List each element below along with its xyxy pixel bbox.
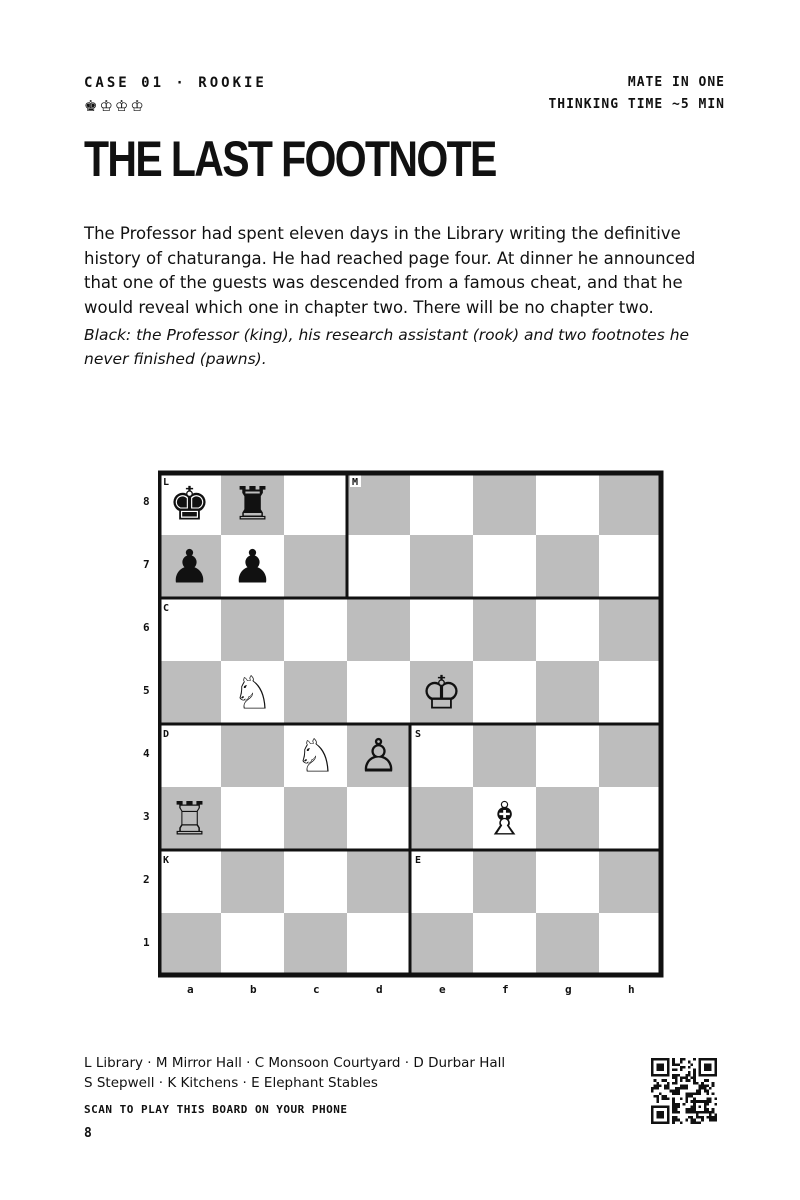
- square-c5[interactable]: [284, 661, 347, 724]
- rank-label-4: 4: [143, 747, 150, 760]
- file-label-d: d: [376, 983, 383, 996]
- qr-code-icon[interactable]: [651, 1058, 717, 1124]
- square-h7[interactable]: [599, 535, 662, 598]
- square-e6[interactable]: [410, 598, 473, 661]
- thinking-time: THINKING TIME ~5 MIN: [548, 97, 725, 112]
- square-g7[interactable]: [536, 535, 599, 598]
- square-g6[interactable]: [536, 598, 599, 661]
- square-d2[interactable]: [347, 850, 410, 913]
- square-h4[interactable]: [599, 724, 662, 787]
- square-g3[interactable]: [536, 787, 599, 850]
- file-label-a: a: [187, 983, 194, 996]
- square-f7[interactable]: [473, 535, 536, 598]
- square-f2[interactable]: [473, 850, 536, 913]
- rank-label-3: 3: [143, 810, 150, 823]
- room-label-M: M: [352, 477, 359, 488]
- square-b2[interactable]: [221, 850, 284, 913]
- room-legend-line-2: S Stepwell · K Kitchens · E Elephant Stables: [84, 1075, 378, 1091]
- square-h5[interactable]: [599, 661, 662, 724]
- square-h2[interactable]: [599, 850, 662, 913]
- chess-board-svg[interactable]: [158, 470, 670, 980]
- square-a5[interactable]: [158, 661, 221, 724]
- rank-label-5: 5: [143, 684, 150, 697]
- qr-code-graphic: [651, 1058, 717, 1124]
- file-label-h: h: [628, 983, 635, 996]
- puzzle-goal: MATE IN ONE: [627, 75, 725, 90]
- square-c1[interactable]: [284, 913, 347, 976]
- page-number: 8: [84, 1126, 92, 1141]
- file-label-b: b: [250, 983, 257, 996]
- square-e1[interactable]: [410, 913, 473, 976]
- white-pawn-d4[interactable]: ♙: [357, 728, 400, 783]
- case-label: CASE 01 · ROOKIE: [84, 75, 267, 91]
- square-d6[interactable]: [347, 598, 410, 661]
- square-f8[interactable]: [473, 472, 536, 535]
- black-pawn-b7[interactable]: ♟: [231, 539, 274, 594]
- square-g5[interactable]: [536, 661, 599, 724]
- rank-label-6: 6: [143, 621, 150, 634]
- qr-modules: [651, 1058, 717, 1124]
- room-label-S: S: [415, 729, 422, 740]
- square-d3[interactable]: [347, 787, 410, 850]
- square-d7[interactable]: [347, 535, 410, 598]
- square-f5[interactable]: [473, 661, 536, 724]
- chess-board[interactable]: [158, 470, 670, 980]
- square-f6[interactable]: [473, 598, 536, 661]
- square-h1[interactable]: [599, 913, 662, 976]
- room-label-L: L: [163, 477, 170, 488]
- black-king-a8[interactable]: ♚: [168, 476, 211, 531]
- room-label-K: K: [163, 855, 170, 866]
- white-knight-c4[interactable]: ♘: [294, 728, 337, 783]
- square-g1[interactable]: [536, 913, 599, 976]
- page-title: THE LAST FOOTNOTE: [84, 131, 496, 187]
- square-e3[interactable]: [410, 787, 473, 850]
- room-label-E: E: [415, 855, 422, 866]
- square-h6[interactable]: [599, 598, 662, 661]
- room-label-D: D: [163, 729, 170, 740]
- square-b6[interactable]: [221, 598, 284, 661]
- file-label-f: f: [502, 983, 509, 996]
- room-legend-line-1: L Library · M Mirror Hall · C Monsoon Courtyard · D Durbar Hall: [84, 1055, 506, 1071]
- square-d1[interactable]: [347, 913, 410, 976]
- square-g4[interactable]: [536, 724, 599, 787]
- square-e7[interactable]: [410, 535, 473, 598]
- rank-label-8: 8: [143, 495, 150, 508]
- square-g2[interactable]: [536, 850, 599, 913]
- square-d5[interactable]: [347, 661, 410, 724]
- white-bishop-f3[interactable]: ♗: [483, 791, 526, 846]
- square-b1[interactable]: [221, 913, 284, 976]
- scan-instruction: SCAN TO PLAY THIS BOARD ON YOUR PHONE: [84, 1103, 348, 1116]
- square-c3[interactable]: [284, 787, 347, 850]
- rank-label-7: 7: [143, 558, 150, 571]
- black-rook-b8[interactable]: ♜: [231, 476, 274, 531]
- square-c6[interactable]: [284, 598, 347, 661]
- white-knight-b5[interactable]: ♘: [231, 665, 274, 720]
- file-label-g: g: [565, 983, 572, 996]
- square-a1[interactable]: [158, 913, 221, 976]
- white-king-e5[interactable]: ♔: [420, 665, 463, 720]
- square-b4[interactable]: [221, 724, 284, 787]
- square-f4[interactable]: [473, 724, 536, 787]
- file-label-c: c: [313, 983, 320, 996]
- white-rook-a3[interactable]: ♖: [168, 791, 211, 846]
- file-label-e: e: [439, 983, 446, 996]
- story-text: The Professor had spent eleven days in the Library writing the definitive history of chaturanga. He had reached page four. At dinner he announced that one of the guests was descended from a famous cheat, and that he would reveal which one in chapter two. There will be no chapter two.: [84, 224, 696, 317]
- black-pawn-a7[interactable]: ♟: [168, 539, 211, 594]
- square-c8[interactable]: [284, 472, 347, 535]
- square-e8[interactable]: [410, 472, 473, 535]
- square-b3[interactable]: [221, 787, 284, 850]
- square-g8[interactable]: [536, 472, 599, 535]
- black-pieces-note: Black: the Professor (king), his research assistant (rook) and two footnotes he never finished (pawns).: [84, 326, 690, 368]
- square-h3[interactable]: [599, 787, 662, 850]
- square-c7[interactable]: [284, 535, 347, 598]
- square-c2[interactable]: [284, 850, 347, 913]
- square-f1[interactable]: [473, 913, 536, 976]
- room-label-C: C: [163, 603, 170, 614]
- rank-label-1: 1: [143, 936, 150, 949]
- rank-label-2: 2: [143, 873, 150, 886]
- square-h8[interactable]: [599, 472, 662, 535]
- difficulty-king-icons: ♚♔♔♔: [84, 98, 146, 115]
